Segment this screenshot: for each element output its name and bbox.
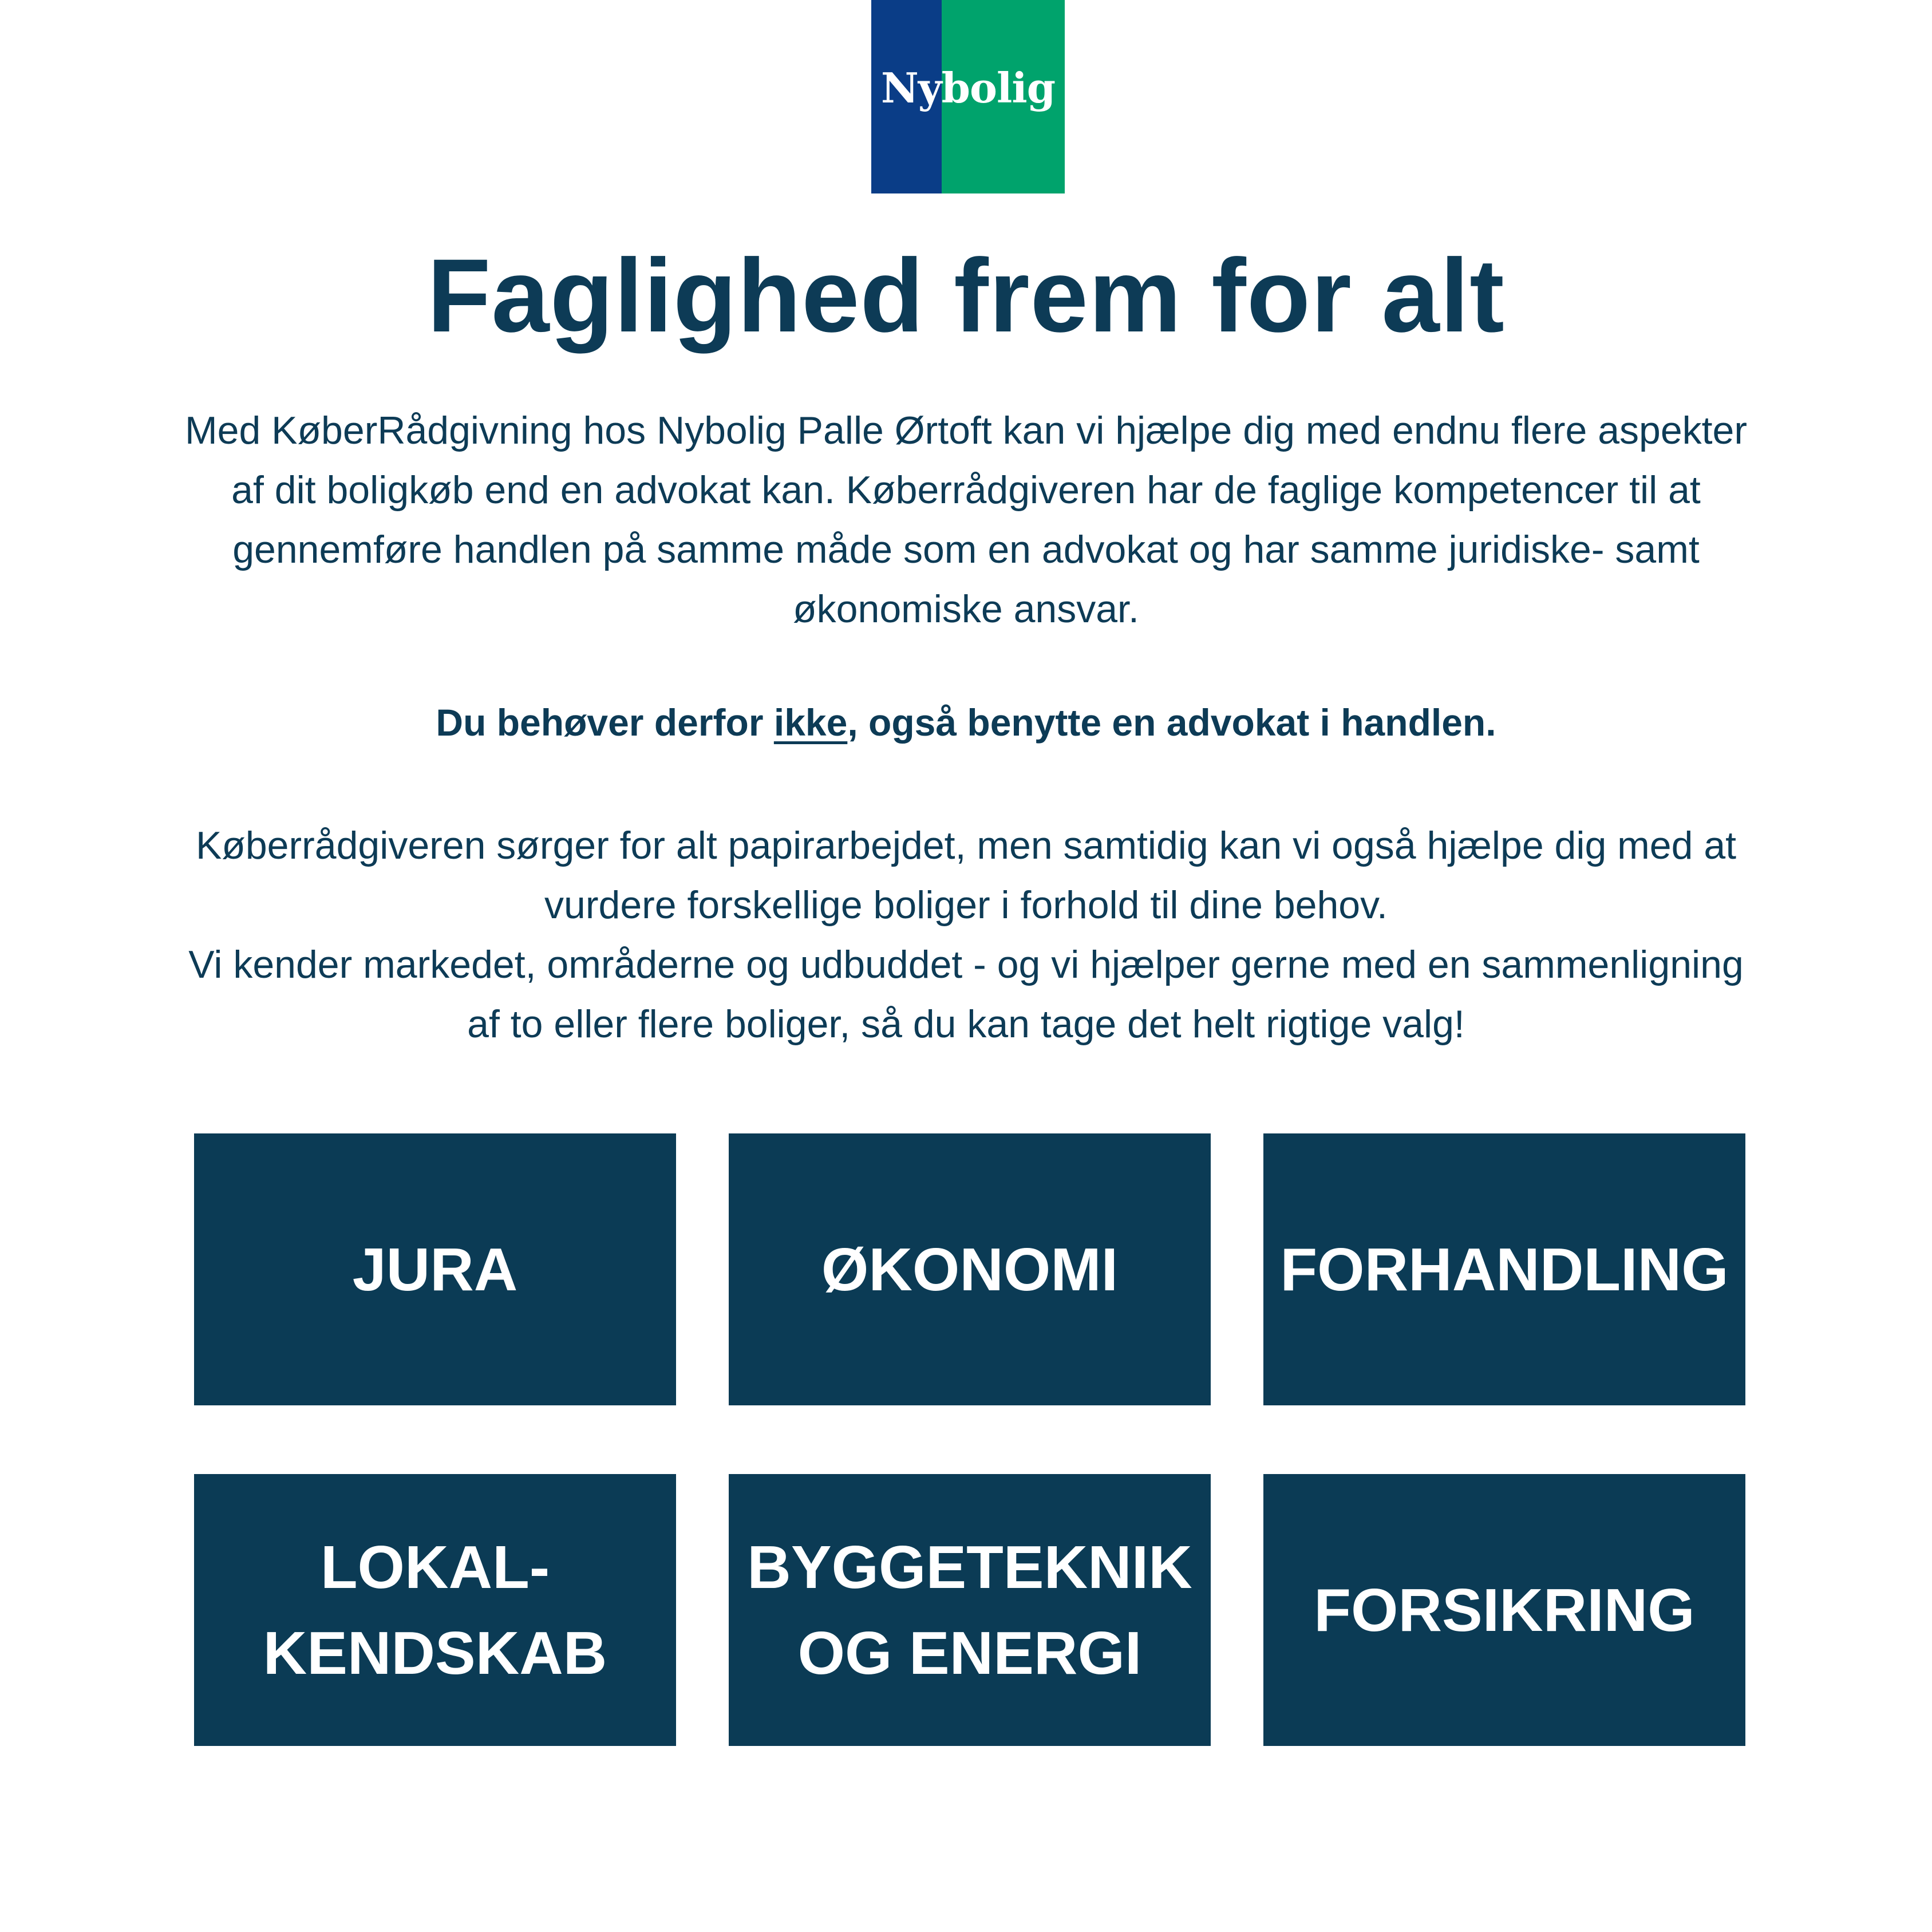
service-paragraph-line-a: Køberrådgiveren sørger for alt papirarbejdet, men samtidig kan vi også hjælpe dig med at vurdere forskellige boliger i forhold til dine behov.	[195, 824, 1737, 927]
advokat-statement-before: Du behøver derfor	[436, 701, 774, 744]
advokat-statement	[172, 693, 1760, 752]
logo-text: Nybolig	[880, 64, 1056, 112]
tile-jura: JURA	[194, 1133, 676, 1405]
nybolig-logo	[871, 0, 1065, 193]
tile-forhandling: FORHANDLING	[1263, 1133, 1745, 1405]
advokat-statement-emphasis: ikke	[773, 701, 848, 744]
tile-okonomi: ØKONOMI	[729, 1133, 1211, 1405]
tile-forsikring: FORSIKRING	[1263, 1474, 1745, 1746]
competence-grid	[194, 1133, 1745, 1746]
tile-lokalkendskab: LOKAL- KENDSKAB	[194, 1474, 676, 1746]
page-title: Faglighed frem for alt	[427, 237, 1505, 354]
service-paragraph	[172, 816, 1760, 1054]
intro-paragraph: Med KøberRådgivning hos Nybolig Palle Ørtoft kan vi hjælpe dig med endnu flere aspekter af dit boligkøb end en advokat kan. Køberrådgiveren har de faglige kompetencer til at gennemføre handlen på samme måde som en advokat og har samme juridiske- samt økonomiske ansvar.	[184, 409, 1748, 631]
service-paragraph-line-b: Vi kender markedet, områderne og udbuddet - og vi hjælper gerne med en sammenligning af to eller flere boliger, så du kan tage det helt rigtige valg!	[188, 943, 1744, 1046]
tile-byggeteknik-og-energi: BYGGETEKNIK OG ENERGI	[729, 1474, 1211, 1746]
advokat-statement-after: , også benytte en advokat i handlen.	[847, 701, 1496, 744]
